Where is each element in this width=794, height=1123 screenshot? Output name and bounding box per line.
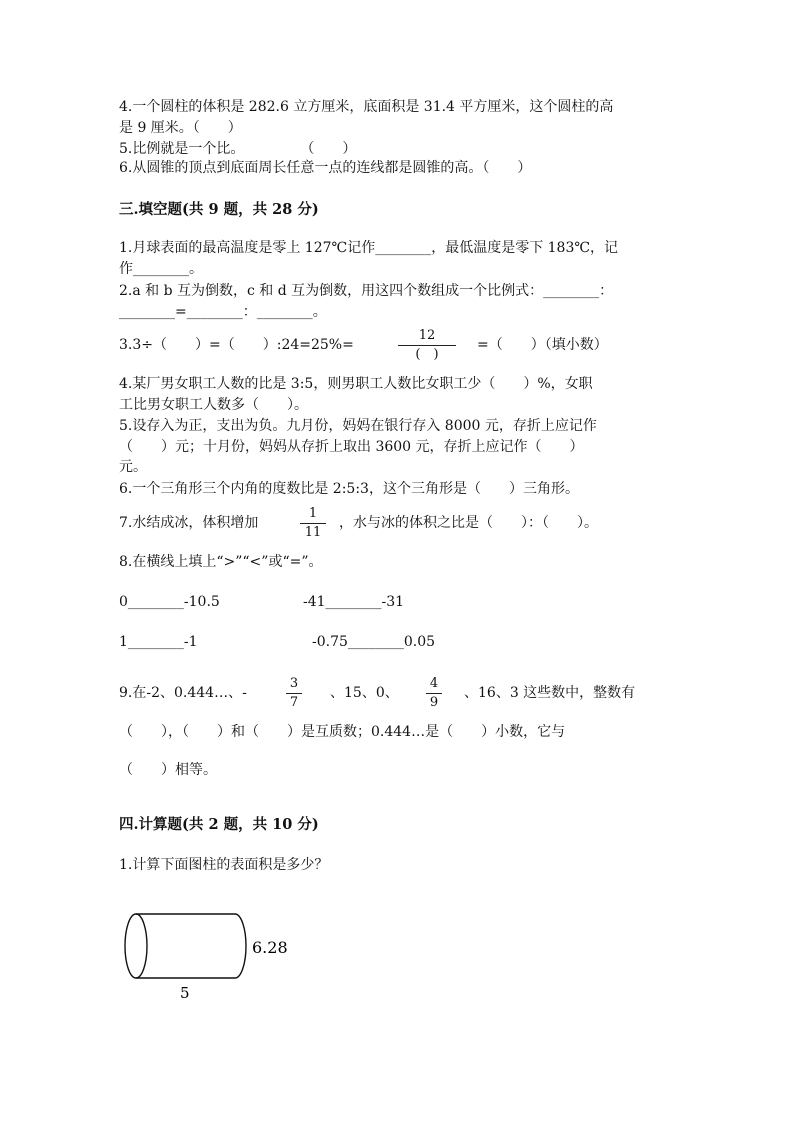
fraction-bar (286, 693, 302, 694)
fill-q8-item-d: -0.75________0.05 (312, 634, 436, 650)
fill-q9-part3: 、16、3 这些数中，整数有 (464, 685, 636, 701)
fill-q1-line1: 1.月球表面的最高温度是零上 127℃记作________，最低温度是零下 183℃，记 (119, 240, 619, 256)
fraction-numerator: 4 (429, 676, 439, 691)
fill-q3-left: 3.3÷（ ）=（ ）:24=25%= (119, 337, 354, 353)
section-heading-fill: 三.填空题(共 9 题，共 28 分) (119, 201, 319, 218)
section-heading-calc: 四.计算题(共 2 题，共 10 分) (119, 816, 319, 833)
cylinder-width-label: 5 (180, 984, 190, 1002)
fill-q9-line3: （ ）相等。 (119, 762, 217, 778)
fill-q4-line1: 4.某厂男女职工人数的比是 3:5，则男职工人数比女职工少（ ）%，女职 (119, 376, 593, 392)
judge-q4-line1: 4.一个圆柱的体积是 282.6 立方厘米，底面积是 31.4 平方厘米，这个圆柱的高 (119, 99, 614, 115)
fill-q9-fraction-1 (286, 676, 302, 711)
fill-q2-line2: ________=________：________。 (119, 304, 327, 320)
fraction-bar (426, 693, 442, 694)
fill-q8-item-c: 1________-1 (119, 634, 198, 650)
fill-q3-right: =（ ）（填小数） (477, 337, 608, 353)
cylinder-body (136, 914, 246, 978)
fill-q9-part2: 、15、0、 (330, 685, 399, 701)
fill-q7-right: ，水与冰的体积之比是（ ）：（ ）。 (339, 515, 598, 531)
fill-q5-line1: 5.设存入为正，支出为负。九月份，妈妈在银行存入 8000 元，存折上应记作 (119, 418, 597, 434)
fill-q9-part1: 9.在-2、0.444…、- (119, 685, 247, 701)
calc-q1: 1.计算下面图柱的表面积是多少？ (119, 857, 329, 873)
fraction-denominator: 7 (289, 695, 299, 710)
fill-q6: 6.一个三角形三个内角的度数比是 2:5:3，这个三角形是（ ）三角形。 (119, 481, 579, 497)
cylinder-base-ellipse (125, 914, 147, 978)
fraction-numerator: 3 (289, 676, 299, 691)
fill-q1-line2: 作________。 (119, 261, 203, 277)
judge-q4-line2: 是 9 厘米。（ ） (119, 120, 242, 136)
fill-q3-fraction (398, 328, 456, 363)
fill-q7-fraction (300, 506, 326, 541)
cylinder-height-label: 6.28 (252, 938, 288, 957)
fill-q5-line3: 元。 (119, 459, 147, 475)
fill-q7-left: 7.水结成冰，体积增加 (119, 515, 259, 531)
fraction-numerator: 12 (418, 328, 436, 343)
judge-q5: 5.比例就是一个比。 （ ） (119, 141, 357, 157)
fill-q8-item-b: -41________-31 (303, 594, 405, 610)
cylinder-figure (118, 905, 318, 1010)
fraction-bar (398, 345, 456, 346)
fraction-denominator: 11 (304, 525, 322, 540)
fill-q8: 8.在横线上填上“>”“<”或“=”。 (119, 554, 323, 570)
fraction-numerator: 1 (308, 506, 318, 521)
fill-q9-line2: （ ），（ ）和（ ）是互质数；0.444…是（ ）小数，它与 (119, 724, 566, 740)
fill-q9-fraction-2 (426, 676, 442, 711)
judge-q6: 6.从圆锥的顶点到底面周长任意一点的连线都是圆锥的高。（ ） (119, 160, 532, 176)
fraction-bar (300, 523, 326, 524)
fill-q2-line1: 2.a 和 b 互为倒数，c 和 d 互为倒数，用这四个数组成一个比例式：________： (119, 283, 614, 299)
fill-q5-line2: （ ）元；十月份，妈妈从存折上取出 3600 元，存折上应记作（ ） (119, 439, 584, 455)
fraction-denominator: 9 (429, 695, 439, 710)
fill-q8-item-a: 0________-10.5 (119, 594, 220, 610)
fraction-denominator: ( ) (415, 347, 439, 362)
fill-q4-line2: 工比男女职工人数多（ ）。 (119, 397, 308, 413)
